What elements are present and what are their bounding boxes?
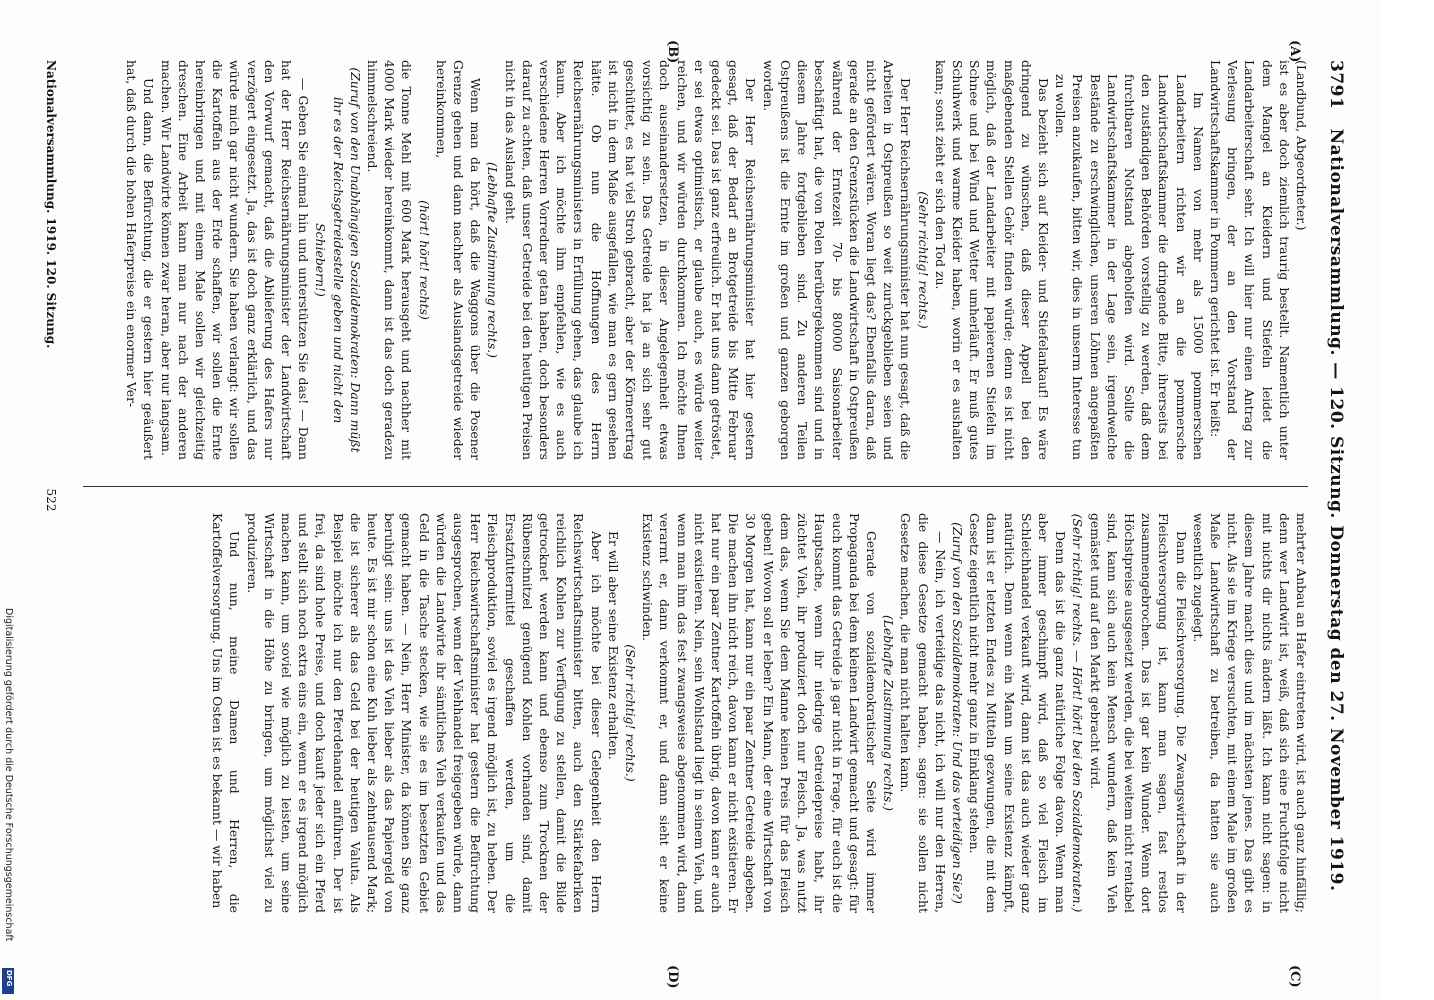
paragraph: die Tonne Mehl mit 600 Mark herausgeht und nachher mit 4000 Mark wieder hereinkommt, dann ist das doch geradezu himmelschreiend. <box>365 60 415 460</box>
margin-marker-d: (D) <box>665 965 680 989</box>
footer-session: Nationalversammlung. 1919. 120. Sitzung. <box>44 60 58 349</box>
interjection: (Zuruf von den Sozialdemokraten: Und das verteidigen Sie?) <box>949 522 965 904</box>
paragraph: — Geben Sie einmal hin und unterstützen Sie das! — Dann hat der Herr Reichsernährungsminister der Landwirtschaft den Vorwurf gemacht, daß die Ablieferung des Hafers nur verzögert eingesetzt. Ja, das ist doch ganz erklärlich, und das würde mich gar nicht wundern. Sie haben verlangt: wir sollen die Kartoffeln aus der Erde schaffen, wir sollen die Ernte hereinbringen und mit einem Male sollen wir gleichzeitig dreschen. Eine Arbeit kann man nur nach der anderen machen. Wir Landwirte können zwar heran, aber nur langsam. <box>158 60 312 460</box>
paragraph: Und nun, meine Damen und Herren, die Kartoffelversorgung. Uns im Osten ist es bekannt — wir haben <box>210 513 243 913</box>
digitization-notice-text: Digitalisierung gefördert durch die Deutsche Forschungsgemeinschaft <box>3 608 14 942</box>
right-column <box>80 513 1310 913</box>
paragraph: Der Herr Reichsernährungsminister hat nun gesagt, daß die Arbeiten in Ostpreußen so weit zurückgeblieben seien und nicht gefördert wären. Woran liegt das? Ebenfalls daran, daß gerade an den Grenzstücken die Landwirtschaft in Ostpreußen während der Erntezeit 70- bis 80000 Saisonarbeiter beschäftigt hat, die von Polen herübergekommen sind und in diesem Jahre fortgeblieben sind. Zu anderen Teilen Ostpreußens ist die Ernte im großen und ganzen geborgen worden. <box>760 60 914 460</box>
paragraph: mehrter Anbau an Hafer eintreten wird, ist auch ganz hinfällig; denn wer Landwirt ist, weiß, daß sich eine Fruchtfolge nicht mit nichts dir nichts ändern läßt. Ich kann nicht sagen: in diesem Jahre macht dies und im nächsten jenes. Das gibt es nicht. Als sie im Kriege versuchten, mit einem Male im großen Maße Landwirtschaft zu betreiben, da hatten sie auch wesentlich zugelegt. <box>1190 513 1309 913</box>
interjection: (Sehr richtig! rechts.) <box>915 191 931 329</box>
column-divider <box>83 486 1308 487</box>
paragraph: Denn das ist die ganz natürliche Folge davon. Wenn man aber immer geschimpft wird, daß so viel Fleisch im Schleichhandel verkauft wird, dann ist das auch wieder ganz natürlich. Denn wenn ein Mann um seine Existenz kämpft, dann ist er letzten Endes zu Mitteln gezwungen, die mit dem Gesetz eigentlich nicht mehr ganz in Einklang stehen. <box>967 513 1069 913</box>
margin-marker-c: (C) <box>1287 965 1302 988</box>
page-header <box>1320 60 1346 960</box>
footer-page-number: 522 <box>44 488 58 512</box>
paragraph: — Nein, ich verteidige das nicht, ich will nur den Herren, die diese Gesetze gemacht haben, sagen: sie sollen nicht Gesetze machen, die man nicht halten kann. <box>898 513 948 913</box>
dfg-logo-text: DFG <box>5 970 13 987</box>
interjection: (Zuruf von den Unabhängigen Sozialdemokraten: Dann müßt ihr es der Reichsgetreidestelle geben und nicht den Schiebern!) <box>313 67 363 453</box>
interjection: (Sehr richtig! rechts.) <box>623 644 639 782</box>
paragraph: Aber ich möchte bei dieser Gelegenheit den Herrn Reichswirtschaftsminister bitten, auch den Stärkefabriken reichlich Kohlen zur Verfügung zu stellen, damit die Bilde getrocknet werden kann und ebenso zum Trocknen der Rübenschnitzel genügend Kohlen vorhanden sind, damit Ersatzfuttermittel geschaffen werden, um die Fleischproduktion, soviel es irgend möglich ist, zu heben. Der Herr Reichswirtschaftsminister hat gestern die Befürchtung ausgesprochen, wenn der Viehhandel freigegeben würde, dann würden die Landwirte ihr sämtliches Vieh verkaufen und das Geld in die Tasche stecken, wie sie es im besetzten Gebiet gemacht haben. — Nein, Herr Minister, da können Sie ganz beruhigt sein: uns ist das Vieh lieber als das Papiergeld von heute. Es ist mir schon eine Kuh lieber als zehntausend Mark; die ist sicherer als das Geld bei der heutigen Valuta. Als Beispiel möchte ich nur den Pferdehandel anführen. Der ist frei, da sind hohe Preise, und doch kauft jeder sich ein Pferd und stellt sich noch extra eins ein, wenn er es irgend möglich machen kann, um soviel wie möglich zu leisten, um seine Wirtschaft in die Höhe zu bringen, um möglichst viel zu produzieren. <box>244 513 604 913</box>
digitization-notice <box>0 608 14 1000</box>
paragraph: Wenn man da hört, daß die Waggons über die Posener Grenze gehen und dann nachher als Auslandsgetreide wieder hereinkommen, <box>433 60 484 460</box>
running-title: Nationalversammlung. — 120. Sitzung. Donnerstag den 27. November 1919. <box>1326 128 1346 892</box>
paragraph: Er will aber seine Existenz erhalten. <box>605 531 621 760</box>
interjection: (hört! hört! rechts) <box>416 200 432 320</box>
paragraph: Und dann, die Befürchtung, die er gestern hier geäußert hat, daß durch die hohen Haferpreise ein enormer Ver- <box>124 60 157 460</box>
dfg-logo <box>2 968 14 994</box>
paragraph: ist es aber doch ziemlich traurig bestellt. Namentlich unter dem Mangel an Kleidern und Stiefeln leidet die Landarbeiterschaft sehr. Ich will hier nur einen Antrag zur Verlesung bringen, der an den Vorstand der Landwirtschaftskammer in Pommern gerichtet ist. Er heißt: <box>1207 60 1292 460</box>
page-footer <box>28 0 68 1000</box>
paragraph: Der Herr Reichsernährungsminister hat hier gestern gesagt, daß der Bedarf an Brotgetreide bis Mitte Februar gedeckt sei. Das ist ganz erfreulich. Er hat uns dann getröstet, er sei etwas optimistisch, er glaube auch, es würde weiter reichen, und wir würden durchkommen. Ich möchte Ihnen doch auseinandersetzen, in dieser Angelegenheit etwas vorsichtig zu sein. Das Getreide hat ja an sich sehr gut geschüttet, es hat viel Stroh gebracht, aber der Körnerertrag ist nicht in dem Maße ausgefallen, wie man es gern gesehen hätte. Ob nun die Hoffnungen des Herrn Reichsernährungsministers in Erfüllung gehen, das glaube ich kaum. Aber ich möchte ihm empfehlen, wie es auch verschiedene Herren Vorredner getan haben, doch besonders darauf zu achten, daß unser Getreide bei den heutigen Preisen nicht in das Ausland geht. <box>502 60 759 460</box>
interjection: (Sehr richtig! rechts. — Hört! hört! bei den Sozialdemokraten.) <box>1070 513 1086 913</box>
quoted-petition: Im Namen von mehr als 15000 pommerschen Landarbeitern richten wir an die pommersche Landwirtschaftskammer die dringende Bitte, ihrerseits bei den zuständigen Behörden vorstellig zu werden, daß dem furchtbaren Notstand abgeholfen wird. Sollte die Landwirtschaftskammer in der Lage sein, irgendwelche Bestände zu erschwinglichen, unseren Löhnen angepaßten Preisen anzukaufen, bitten wir, dies in unserm Interesse tun zu wollen. <box>1053 74 1206 460</box>
interjection: (Lebhafte Zustimmung rechts.) <box>485 161 501 359</box>
paragraph: Das bezieht sich auf Kleider- und Stiefelankauf! Es wäre dringend zu wünschen, daß dieser Appell bei den maßgebenden Stellen Gehör finden würde; denn es ist nicht möglich, daß der Landarbeiter mit papierenen Stiefeln im Schnee und bei Wind und Wetter umherläuft. Er muß gutes Schuhwerk und warme Kleider haben, worin er es aushalten kann; sonst zieht er sich den Tod zu. <box>932 60 1051 460</box>
paragraph: Dann die Fleischversorgung. Die Zwangswirtschaft in der Fleischversorgung ist, kann man sagen, fast restlos zusammengebrochen. Das ist gar kein Wunder. Wenn dort Höchstpreise ausgesetzt werden, die bei weitem nicht rentabel sind, kann sich auch kein Mensch wundern, daß kein Vieh gemästet und auf den Markt gebracht wird. <box>1087 513 1189 913</box>
margin-marker-a: (A) <box>1287 40 1302 63</box>
interjection: (Lebhafte Zustimmung rechts.) <box>881 614 897 812</box>
margin-marker-b: (B) <box>665 40 680 64</box>
left-column <box>80 60 1310 460</box>
paragraph: Gerade von sozialdemokratischer Seite wird immer Propaganda bei dem kleinen Landwirt gemacht und gesagt: für euch kommt das Getreide ja gar nicht in Frage, für euch ist die Hauptsache, wenn ihr niedrige Getreidepreise habt, ihr züchtet Vieh, ihr produziert doch nur Fleisch. Ja, was nutzt dem das, wenn Sie dem Manne keinen Preis für das Fleisch geben! Wovon soll er leben? Ein Mann, der eine Wirtschaft von 30 Morgen hat, kann nur ein paar Zentner Getreide abgeben. Die machen ihn nicht reich, davon kann er nicht existieren. Er hat nur ein paar Zentner Kartoffeln übrig, davon kann er auch nicht existieren. Nein, sein Wohlstand liegt in seinem Vieh, und wenn man ihm das fest zwangsweise abgenommen wird, dann verarmt er, dann verkommt er, und dann sieht er keine Existenz schwinden. <box>640 513 879 913</box>
speaker-line: (Landbund, Abgeordneter.) <box>1294 60 1309 231</box>
page-number: 3791 <box>1326 60 1346 110</box>
